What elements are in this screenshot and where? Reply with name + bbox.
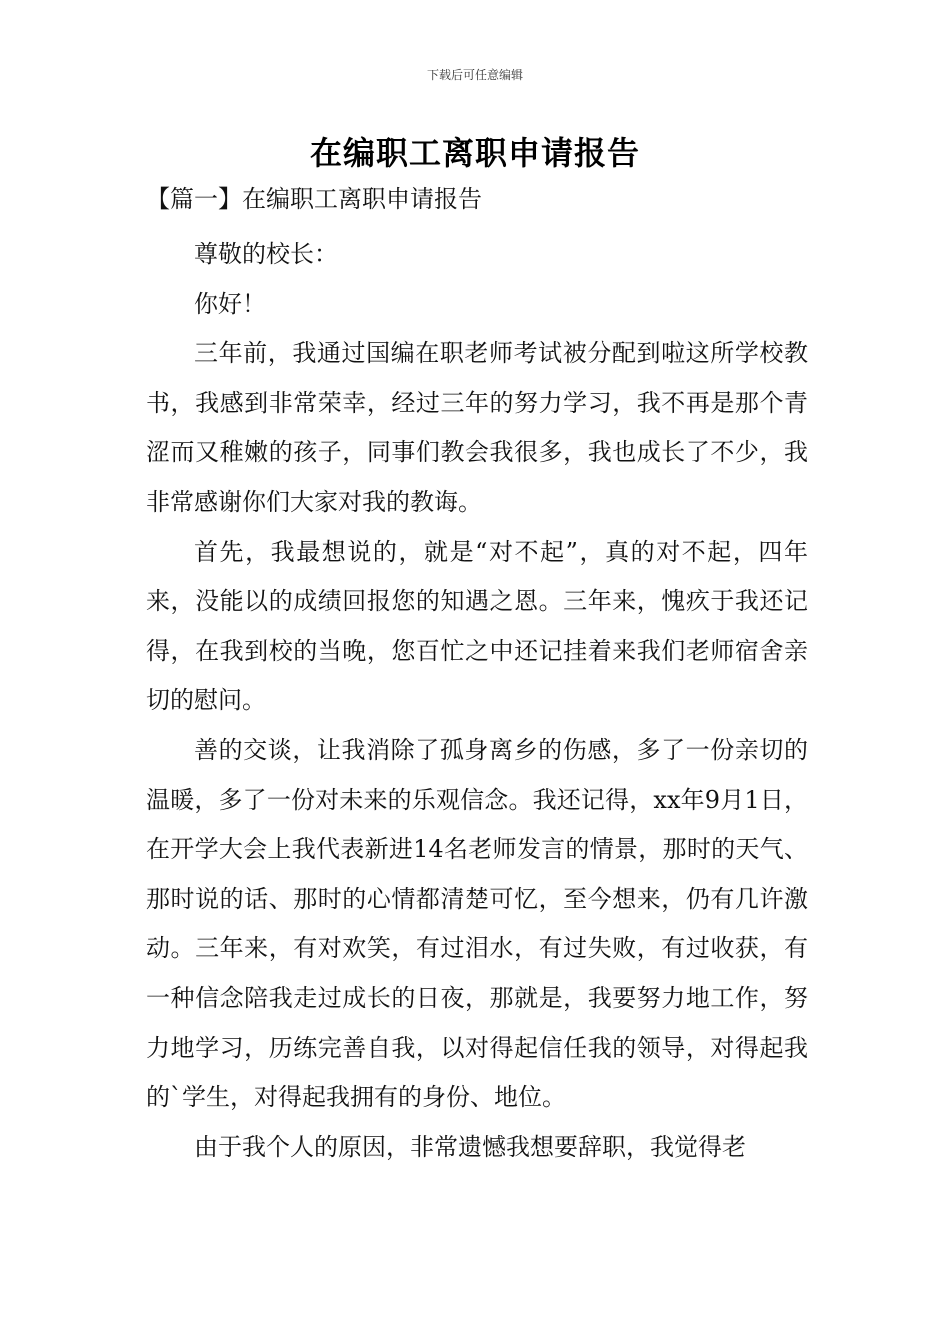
body-paragraph: 善的交谈，让我消除了孤身离乡的伤感，多了一份亲切的温暖，多了一份对未来的乐观信念。我还记得，xx年9月1日，在开学大会上我代表新进14名老师发言的情景，那时的天气、那时说的话、那时的心情都清楚可忆，至今想来，仍有几许激动。三年来，有对欢笑，有过泪水，有过失败，有过收获，有一种信念陪我走过成长的日夜，那就是，我要努力地工作，努力地学习，历练完善自我，以对得起信任我的领导，对得起我的`学生，对得起我拥有的身份、地位。 xyxy=(146,735,808,1112)
greeting: 你好！ xyxy=(194,289,266,318)
section-heading: 【篇一】在编职工离职申请报告 xyxy=(146,185,482,213)
letter-body xyxy=(146,230,808,1172)
body-paragraph: 由于我个人的原因，非常遗憾我想要辞职，我觉得老 xyxy=(194,1132,746,1161)
body-paragraph: 首先，我最想说的，就是“对不起”，真的对不起，四年来，没能以的成绩回报您的知遇之恩。三年来，愧疚于我还记得，在我到校的当晚，您百忙之中还记挂着来我们老师宿舍亲切的慰问。 xyxy=(146,537,808,715)
header-note: 下载后可任意编辑 xyxy=(426,68,523,82)
document-title: 在编职工离职申请报告 xyxy=(309,134,640,172)
body-paragraph: 三年前，我通过国编在职老师考试被分配到啦这所学校教书，我感到非常荣幸，经过三年的努力学习，我不再是那个青涩而又稚嫩的孩子，同事们教会我很多，我也成长了不少，我非常感谢你们大家对我的教诲。 xyxy=(146,339,808,516)
salutation: 尊敬的校长： xyxy=(194,240,338,268)
